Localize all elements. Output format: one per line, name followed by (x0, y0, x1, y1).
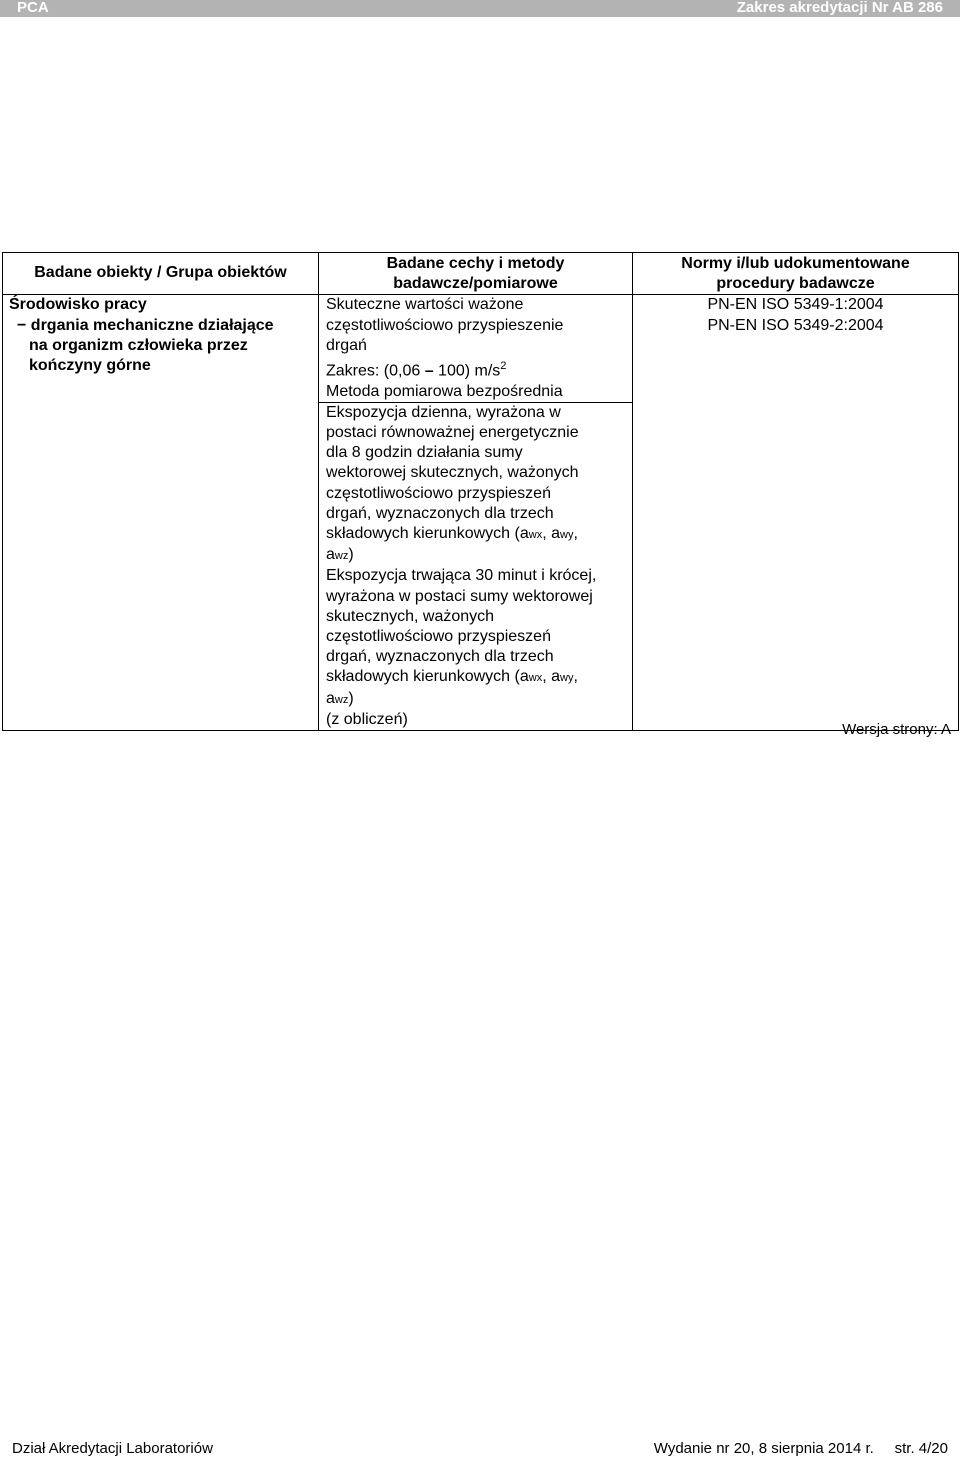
dash-mark: − (17, 316, 27, 334)
norm-item: PN-EN ISO 5349-2:2004 (707, 316, 884, 334)
feature-daily-exposure: Ekspozycja dzienna, wyrażona w postaci równoważnej energetycznie dla 8 godzin działania sumy wektorowej skutecznych, ważonych częstotliwościowo przyspieszeń drgań, wyznaczonych dla trzech składowych kierunkowych (awx, awy, awz) Ekspozycja trwająca 30 minut i krócej, wyrażona w postaci sumy wektorowej skutecznych, ważonych częstotliwościowo przyspieszeń drgań, wyznaczonych dla trzech składowych kierunkowych (awx, awy, awz) (z obliczeń) (319, 402, 632, 730)
page-header (0, 0, 960, 17)
table-header-row (3, 253, 959, 295)
footer-department: Dział Akredytacji Laboratoriów (12, 1440, 213, 1457)
footer-edition: Wydanie nr 20, 8 sierpnia 2014 r. str. 4/20 (653, 1440, 948, 1457)
object-cell: Środowisko pracy − drgania mechaniczne działające na organizm człowieka przez kończyny górne (3, 295, 319, 731)
header-org: PCA (17, 0, 49, 16)
feature-rms: Skuteczne wartości ważone częstotliwościowo przyspieszenie drgań Zakres: (0,06 – 100) $m/s^2$ Metoda pomiarowa bezpośrednia (326, 295, 628, 401)
col-header-features: Badane cechy i metody badawcze/pomiarowe (319, 253, 633, 295)
norms-cell (633, 295, 959, 731)
header-title: Zakres akredytacji Nr AB 286 (736, 0, 943, 16)
table-row (3, 295, 959, 731)
measurement-range: Zakres: (0,06 – 100) $m/s^2$ (326, 360, 507, 380)
col-header-objects: Badane obiekty / Grupa obiektów (3, 253, 319, 295)
col-header-norms: Normy i/lub udokumentowane procedury badawcze (633, 253, 959, 295)
norm-item: PN-EN ISO 5349-1:2004 (707, 296, 884, 314)
page-version: Wersja strony: A (842, 721, 951, 738)
accreditation-table (2, 252, 959, 731)
page-footer (12, 1440, 948, 1460)
features-cell (319, 295, 633, 731)
measurement-method: Metoda pomiarowa bezpośrednia (326, 382, 563, 400)
